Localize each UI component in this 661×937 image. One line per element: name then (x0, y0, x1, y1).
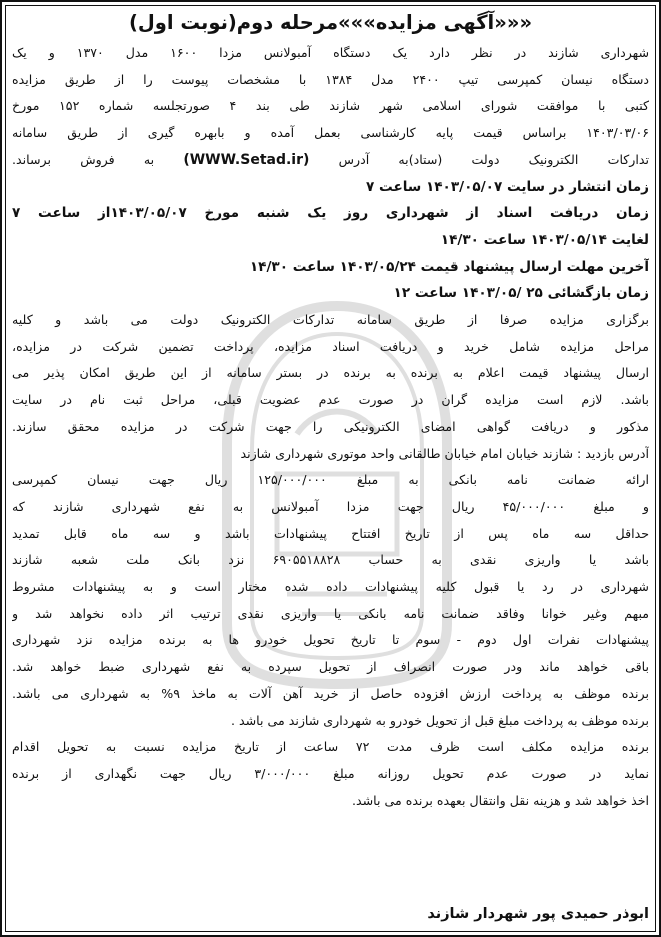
condition-line: مبهم وغیر خوانا وفاقد ضمانت نامه بانکی یا واریزی نقدی ترتیب اثر داده نخواهد شد و (12, 605, 649, 621)
notice-title: «««آگهی مزایده»»»مرحله دوم(نوبت اول) (128, 11, 533, 34)
condition-line: باشد. لازم است مزایده گران در صورت عدم عضویت قبلی، مراحل ثبت نام در سایت (12, 392, 649, 408)
intro-line: ۱۴۰۳/۰۳/۰۶ براساس قیمت پایه کارشناسی بعمل آمده و بابهره گیری از طریق سامانه (12, 125, 649, 141)
intro-text-before-link: تدارکات الکترونیک دولت (ستاد)به آدرس (338, 151, 649, 167)
intro-line-website (12, 147, 649, 174)
delivery-line: برنده مزایده مکلف است ظرف مدت ۷۲ ساعت از تاریخ مزایده نسبت به تحویل اقدام (12, 739, 649, 755)
publish-date-line: زمان انتشار در سایت ۱۴۰۳/۰۵/۰۷ ساعت ۷ (366, 178, 649, 195)
visit-address-line: آدرس بازدید : شازند خیابان امام خیابان طالقانی واحد موتوری شهرداری شازند (240, 445, 649, 461)
guarantee-line: ارائه ضمانت نامه بانکی به مبلغ ۱۲۵/۰۰۰/۰۰۰ ریال جهت نیسان کمپرسی (12, 472, 649, 488)
conditions-paragraph (12, 307, 649, 814)
document-receive-until-line: لغایت ۱۴۰۳/۰۵/۱۴ ساعت ۱۴/۳۰ (440, 231, 649, 248)
dates-section (12, 174, 649, 308)
guarantee-line: و مبلغ ۴۵/۰۰۰/۰۰۰ ریال جهت مزدا آمبولانس به نفع شهرداری شازند که (12, 498, 649, 514)
document-receive-line: زمان دریافت اسناد از شهرداری روز یک شنبه مورخ ۱۴۰۳/۰۵/۰۷از ساعت ۷ (12, 205, 649, 222)
notice-content (12, 8, 649, 929)
condition-line: پیشنهادات نفرات اول دوم - سوم تا تاریخ تحویل خودرو ها به برنده مزایده نزد شهرداری (12, 632, 649, 648)
intro-paragraph (12, 40, 649, 174)
condition-line: ارسال پیشنهاد قیمت اعلام به برنده به برنده در بستر سامانه از این طریق امکان پذیر می (12, 365, 649, 381)
intro-line: شهرداری شازند در نظر دارد یک دستگاه آمبولانس مزدا ۱۶۰۰ مدل ۱۳۷۰ و یک (12, 45, 649, 60)
bank-account-line: باشد یا واریزی نقدی به حساب ۶۹۰۵۵۱۸۸۲۸ نزد بانک ملت شعبه شازند (12, 552, 649, 568)
condition-line: برگزاری مزایده صرفا از طریق سامانه تدارکات الکترونیک دولت می باشد و کلیه (12, 312, 649, 328)
delivery-line: نماید در صورت عدم تحویل روزانه مبلغ ۳/۰۰۰/۰۰۰ ریال جهت نگهداری از برنده (12, 765, 649, 781)
opening-date-line: زمان بازگشائی ۲۵ /۱۴۰۳/۰۵ ساعت ۱۲ (393, 285, 649, 302)
intro-line: کتبی با موافقت شورای اسلامی شهر شازند طی بند ۴ صورتجلسه شماره ۱۵۲ مورخ (12, 98, 649, 114)
vat-line: برنده موظف به پرداخت ارزش افزوده حاصل از خرید آهن آلات به ماخذ ۹% به شهرداری می باشد. (12, 685, 649, 701)
condition-line: حداقل سه ماه پس از تاریخ افتتاح پیشنهادات باشد و سه ماه قابل تمدید (12, 525, 649, 541)
condition-line: باقی خواهد ماند ودر صورت انصراف از تحویل سپرده به نفع شهرداری ضبط خواهد شد. (12, 659, 649, 675)
intro-text-after-link: به فروش برساند. (12, 151, 155, 167)
intro-line: دستگاه نیسان کمپرسی تیپ ۲۴۰۰ مدل ۱۳۸۴ با مشخصات پیوست را از طریق مزایده (12, 71, 649, 87)
condition-line: مذکور و دریافت گواهی امضای الکترونیکی را جهت شرکت در مزایده محقق سازند. (12, 418, 649, 434)
signature: ابوذر حمیدی پور شهردار شازند (427, 906, 649, 922)
payment-line: برنده موظف به پرداخت مبلغ قبل از تحویل خودرو به شهرداری شازند می باشد . (230, 712, 649, 728)
bid-deadline-line: آخرین مهلت ارسال پیشنهاد قیمت ۱۴۰۳/۰۵/۲۴ ساعت ۱۴/۳۰ (249, 258, 649, 275)
delivery-line: اخذ خواهد شد و هزینه نقل وانتقال بعهده برنده می باشد. (351, 792, 649, 808)
setad-website-link[interactable]: (WWW.Setad.ir) (183, 151, 310, 168)
condition-line: مراحل مزایده شامل خرید و دریافت اسناد مزایده، پرداخت تضمین شرکت در مزایده، (12, 338, 649, 354)
condition-line: شهرداری در رد یا قبول کلیه پیشنهادات داده شده مختار است و به پیشنهادات مشروط (12, 579, 649, 595)
